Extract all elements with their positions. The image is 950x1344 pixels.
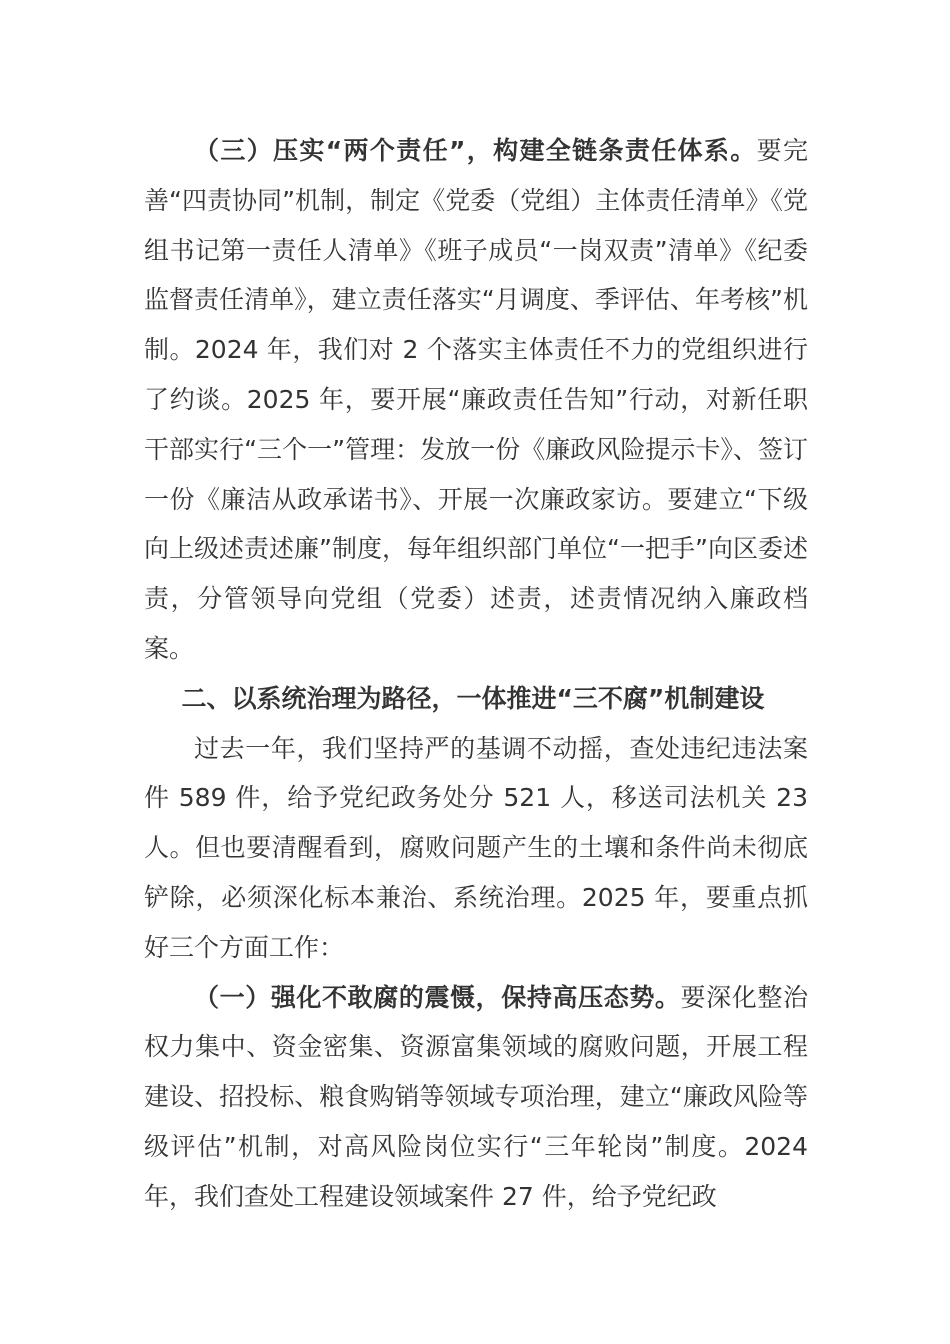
paragraph-section-1 [144,973,808,1222]
section-1-lead: （一）强化不敢腐的震慑，保持高压态势。 [194,982,681,1012]
section-3-lead: （三）压实“两个责任”，构建全链条责任体系。 [194,136,757,165]
section-1-body: 要深化整治权力集中、资金密集、资源富集领域的腐败问题，开展工程建设、招投标、粮食购销等领域专项治理，建立“廉政风险等级评估”机制，对高风险岗位实行“三年轮岗”制度。2024 年，我们查处工程建设领域案件 27 件，给予党纪政 [144,982,808,1211]
paragraph-intro: 过去一年，我们坚持严的基调不动摇，查处违纪违法案件 589 件，给予党纪政务处分 521 人，移送司法机关 23 人。但也要清醒看到，腐败问题产生的土壤和条件尚未彻底铲除，必须深化标本兼治、系统治理。2025 年，要重点抓好三个方面工作： [144,733,808,962]
heading-part-2: 二、以系统治理为路径，一体推进“三不腐”机制建设 [181,683,765,713]
section-3-body: 要完善“四责协同”机制，制定《党委（党组）主体责任清单》《党组书记第一责任人清单》《班子成员“一岗双责”清单》《纪委监督责任清单》，建立责任落实“月调度、季评估、年考核”机制。2024 年，我们对 2 个落实主体责任不力的党组织进行了约谈。2025 年，要开展“廉政责任告知”行动，对新任职干部实行“三个一”管理：发放一份《廉政风险提示卡》、签订一份《廉洁从政承诺书》、开展一次廉政家访。要建立“下级向上级述责述廉”制度，每年组织部门单位“一把手”向区委述责，分管领导向党组（党委）述责，述责情况纳入廉政档案。 [144,136,808,663]
document-page [144,126,808,1222]
paragraph-section-3 [144,126,808,674]
